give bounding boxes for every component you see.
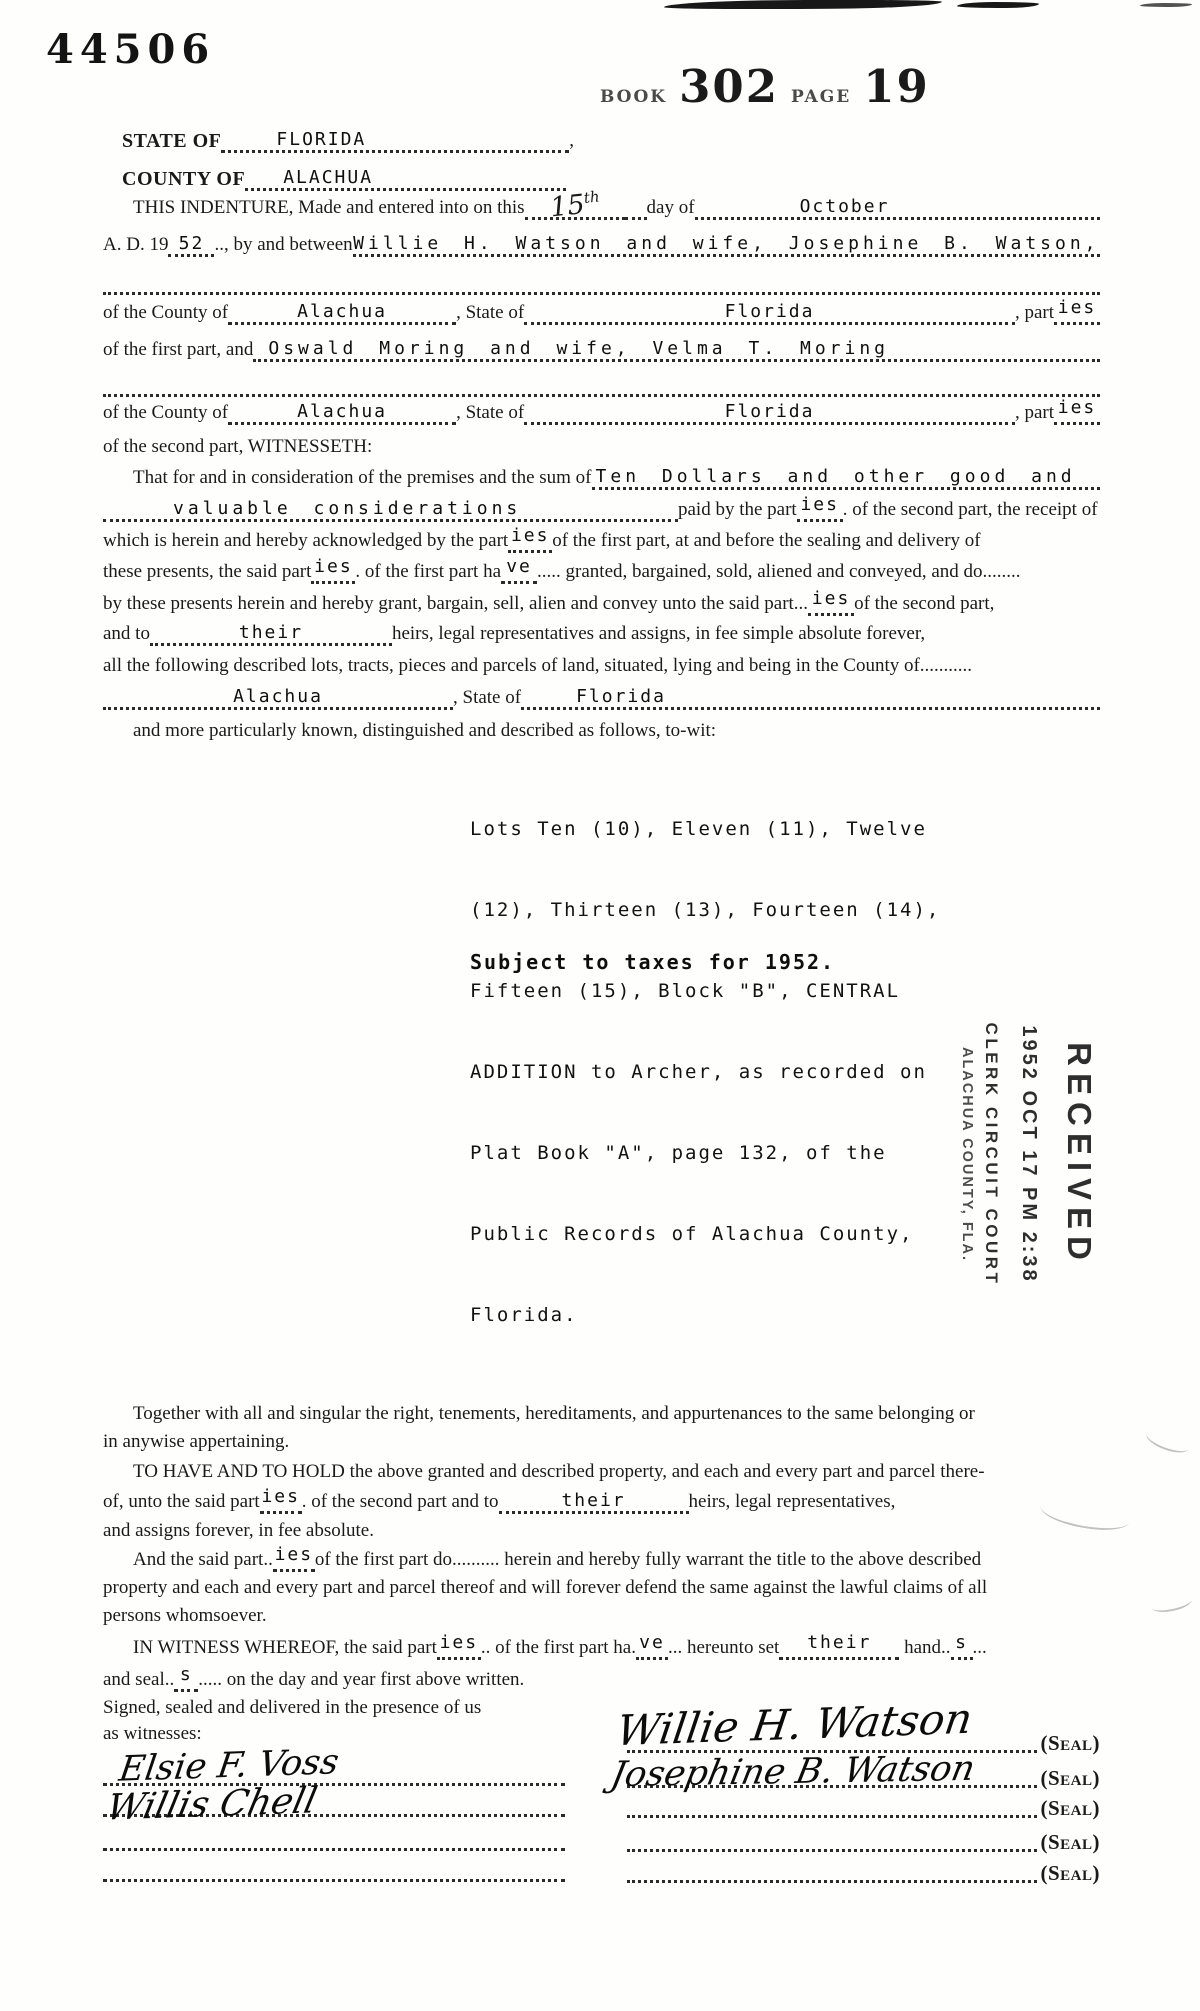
dotted-leader <box>103 383 1100 397</box>
day-value: 15 <box>548 189 586 224</box>
parties-first-line <box>103 233 1100 257</box>
ve-field <box>501 556 537 584</box>
second-part-their-heirs-line <box>103 1486 1100 1514</box>
typed-county: Alachua <box>297 301 387 322</box>
printed-text: day of <box>646 197 695 218</box>
their-field <box>150 622 392 646</box>
as-witnesses-line <box>103 1722 202 1746</box>
county-state-line-first-part <box>103 297 1100 325</box>
in-witness-whereof-line <box>133 1632 1100 1660</box>
ies-field <box>797 494 843 522</box>
typed-state: FLORIDA <box>276 129 367 150</box>
subject-to-taxes-line: Subject to taxes for 1952. <box>470 950 836 974</box>
typed-county: Alachua <box>233 686 323 707</box>
printed-text: of, unto the said part <box>103 1491 260 1512</box>
printed-text: And the said part.. <box>133 1549 273 1570</box>
dotted-signature-line <box>627 1797 1037 1818</box>
ies-field <box>437 1632 481 1660</box>
page-label: PAGE <box>791 87 852 107</box>
county-of-line <box>122 167 566 191</box>
together-with-line <box>133 1402 975 1426</box>
seals-line <box>103 1664 525 1692</box>
ve-field <box>636 1632 668 1660</box>
typed-state: Florida <box>724 301 815 322</box>
description-line: (12), Thirteen (13), Fourteen (14), <box>470 899 941 921</box>
printed-text: A. D. 19 <box>103 234 169 255</box>
book-label: BOOK <box>600 87 668 107</box>
signature-witness-second: Willis Chell <box>102 1780 321 1829</box>
ies-field <box>260 1486 302 1514</box>
typed-ies: ies <box>314 556 353 577</box>
signature-josephine-watson: Josephine B. Watson <box>607 1748 979 1796</box>
ies-field <box>273 1544 315 1572</box>
printed-text: ... <box>972 1637 987 1658</box>
grantee-names-line <box>103 338 1100 362</box>
heirs-line <box>103 622 1100 646</box>
description-line: Plat Book "A", page 132, of the <box>470 1142 887 1164</box>
typed-state: Florida <box>724 401 815 422</box>
printed-text: . of the second part, the receipt of <box>842 499 1098 520</box>
typed-ve: ve <box>639 1632 665 1653</box>
ies-field <box>311 556 355 584</box>
printed-text: of the first part, and <box>103 339 254 360</box>
printed-text: . of the second part and to <box>301 1491 499 1512</box>
county-field <box>103 686 453 710</box>
their-field <box>779 1632 899 1660</box>
county-of-label: COUNTY OF <box>122 168 246 190</box>
appertaining-line <box>103 1430 289 1454</box>
description-line: Public Records of Alachua County, <box>470 1223 914 1245</box>
typed-month: October <box>799 196 890 217</box>
printed-text: .., by and between <box>214 234 353 255</box>
typed-county: ALACHUA <box>283 167 374 188</box>
printed-text: in anywise appertaining. <box>103 1431 290 1452</box>
typed-ies: ies <box>1057 297 1097 318</box>
typed-year: 52 <box>178 233 205 254</box>
their-field <box>499 1490 689 1514</box>
typed-their: their <box>807 1632 872 1653</box>
to-have-and-to-hold-line <box>133 1460 985 1484</box>
ies-field <box>1054 397 1100 425</box>
seal-label: (Seal) <box>1040 1830 1100 1854</box>
printed-text: and more particularly known, distinguished and described as follows, to-wit: <box>133 720 717 741</box>
typed-ies: ies <box>439 1632 479 1653</box>
indenture-opening-line <box>133 187 1100 224</box>
blank-dotted-line <box>103 281 1100 295</box>
typed-state: Florida <box>576 686 666 707</box>
printed-text: of the first part, at and before the sealing and delivery of <box>552 530 981 551</box>
description-line: Florida. <box>470 1304 578 1326</box>
witness-signature-line-4 <box>103 1861 565 1882</box>
ies-field <box>508 525 552 553</box>
printed-text: , State of <box>456 302 525 323</box>
dotted-signature-line <box>627 1862 1037 1883</box>
printed-text: ... hereunto set <box>667 1637 780 1658</box>
consideration-field <box>592 466 1100 490</box>
seal-signature-line-3 <box>627 1797 1100 1818</box>
received-stamp-datetime: 1952 OCT 17 PM 2:38 <box>1018 1025 1040 1284</box>
printed-text: property and each and every part and parcel thereof and will forever defend the same against the lawful claims of all <box>103 1577 988 1598</box>
typed-s: s <box>955 1632 968 1653</box>
county-state-line-second-part <box>103 397 1100 425</box>
acknowledgment-line <box>103 525 1100 553</box>
printed-text: of the second part, WITNESSETH: <box>103 436 373 457</box>
printed-comma: , <box>569 130 574 151</box>
state-field <box>521 686 1100 710</box>
grantee-names-field <box>253 338 1100 362</box>
fee-absolute-line <box>103 1519 374 1543</box>
description-line: Fifteen (15), Block "B", CENTRAL <box>470 980 901 1002</box>
consideration-field-2 <box>103 498 678 522</box>
typed-ve: ve <box>506 556 532 577</box>
typed-s: s <box>179 1664 193 1685</box>
printed-text: . of the first part ha <box>355 561 502 582</box>
printed-text: and seal.. <box>103 1669 175 1690</box>
blank-dotted-line <box>103 383 1100 397</box>
persons-whomsoever-line <box>103 1604 267 1628</box>
pencil-smudge <box>1151 1593 1193 1615</box>
received-stamp-county: ALACHUA COUNTY, FLA. <box>959 1046 975 1263</box>
printed-text: heirs, legal representatives and assigns, in fee simple absolute forever, <box>391 623 926 644</box>
seal-signature-line-4 <box>627 1831 1100 1852</box>
printed-text: ..... on the day and year first above written. <box>198 1669 525 1690</box>
witness-signature-line-3 <box>103 1830 565 1851</box>
printed-text: Together with all and singular the right, tenements, hereditaments, and appurtenances to the same belonging or <box>133 1403 975 1424</box>
signature-witness-elsie-voss: Elsie F. Voss <box>116 1742 342 1790</box>
seal-label: (Seal) <box>1040 1766 1100 1790</box>
printed-text: , State of <box>453 687 522 708</box>
county-field <box>228 301 456 325</box>
granted-bargained-line <box>103 556 1100 584</box>
typed-ies: ies <box>274 1544 314 1565</box>
printed-text: which is herein and hereby acknowledged by the part <box>103 530 509 551</box>
printed-text: by these presents herein and hereby grant, bargain, sell, alien and convey unto the said part... <box>103 593 809 614</box>
printed-text: ..... granted, bargained, sold, aliened and conveyed, and do........ <box>537 561 1021 582</box>
dotted-signature-line <box>627 1831 1037 1852</box>
typed-ies: ies <box>510 525 550 546</box>
typed-ies: ies <box>1057 397 1097 418</box>
printed-text: .. of the first part ha. <box>480 1637 636 1658</box>
received-stamp-clerk: CLERK CIRCUIT COURT <box>982 1022 1001 1287</box>
printed-text: these presents, the said part <box>103 561 312 582</box>
typed-grantee-names: Oswald Moring and wife, Velma T. Moring <box>268 338 890 359</box>
printed-text: all the following described lots, tracts, pieces and parcels of land, situated, lying and being in the County of........... <box>103 655 973 676</box>
seal-label: (Seal) <box>1040 1796 1100 1820</box>
scan-smudge-bar <box>664 0 942 10</box>
county-of-field <box>245 167 566 191</box>
state-of-field <box>221 129 569 153</box>
state-field <box>524 401 1015 425</box>
printed-text: THIS INDENTURE, Made and entered into on this <box>133 197 525 218</box>
consideration-continued-line <box>103 494 1100 522</box>
legal-description-block <box>470 762 940 1383</box>
ies-field <box>808 588 854 616</box>
seal-label: (Seal) <box>1040 1731 1100 1755</box>
typed-their: their <box>238 622 304 643</box>
to-wit-line <box>133 719 716 743</box>
grantor-names-field <box>353 233 1100 257</box>
state-of-line <box>122 129 574 153</box>
dotted-signature-line <box>103 1861 565 1882</box>
seal-label: (Seal) <box>1040 1861 1100 1885</box>
signed-sealed-delivered-line <box>103 1696 481 1720</box>
printed-text: paid by the part <box>678 499 797 520</box>
typed-their: their <box>561 1490 626 1511</box>
document-number-stamp: 44506 <box>46 26 216 73</box>
state-of-label: STATE OF <box>122 130 222 152</box>
day-suffix: th <box>582 187 600 207</box>
printed-text: , part <box>1014 402 1054 423</box>
seal-signature-line-5 <box>627 1862 1100 1883</box>
ies-field <box>1054 297 1100 325</box>
book-page-stamp <box>600 60 930 113</box>
described-lots-line <box>103 654 972 678</box>
printed-text: That for and in consideration of the premises and the sum of <box>133 467 592 488</box>
typed-ies: ies <box>811 588 851 609</box>
typed-ies: ies <box>261 1486 300 1507</box>
printed-text: heirs, legal representatives, <box>688 1491 896 1512</box>
s-field <box>951 1632 973 1660</box>
printed-text: Signed, sealed and delivered in the presence of us <box>103 1697 482 1718</box>
signature-willie-watson: Willie H. Watson <box>613 1693 976 1756</box>
printed-text: of the first part do.......... herein and hereby fully warrant the title to the above described <box>314 1549 982 1570</box>
month-field <box>695 196 1100 220</box>
typed-ies: ies <box>800 494 839 515</box>
county-state-line-property <box>103 686 1100 710</box>
handwritten-day <box>548 183 601 222</box>
pencil-smudge <box>1143 1425 1191 1457</box>
consideration-line <box>133 466 1100 490</box>
year-field <box>168 233 214 257</box>
printed-text: persons whomsoever. <box>103 1605 267 1626</box>
printed-text: and assigns forever, in fee absolute. <box>103 1520 374 1541</box>
grant-bargain-sell-line <box>103 588 1100 616</box>
day-field <box>525 187 625 224</box>
printed-text: IN WITNESS WHEREOF, the said part <box>133 1637 437 1658</box>
received-stamp-title: RECEIVED <box>1061 1042 1098 1267</box>
page-number: 19 <box>863 60 930 113</box>
printed-text: of the County of <box>103 402 229 423</box>
warrant-title-line <box>133 1544 1100 1572</box>
received-stamp <box>913 1007 1098 1302</box>
county-field <box>228 401 456 425</box>
printed-text: as witnesses: <box>103 1723 202 1744</box>
typed-consideration: Ten Dollars and other good and <box>595 466 1076 487</box>
dotted-leader <box>625 196 647 220</box>
printed-text: of the County of <box>103 302 229 323</box>
typed-consideration-2: valuable considerations <box>173 498 522 519</box>
printed-text: of the second part, <box>854 593 995 614</box>
scan-smudge-bar <box>1140 3 1192 7</box>
witnesseth-line <box>103 435 372 459</box>
defend-claims-line <box>103 1576 987 1600</box>
scan-smudge-bar <box>957 2 1039 8</box>
description-line: Lots Ten (10), Eleven (11), Twelve <box>470 818 927 840</box>
printed-text: and to <box>103 623 150 644</box>
dotted-signature-line <box>103 1830 565 1851</box>
printed-text: , State of <box>456 402 525 423</box>
printed-text: , part <box>1014 302 1054 323</box>
state-field <box>524 301 1015 325</box>
s-field <box>174 1664 198 1692</box>
description-line: ADDITION to Archer, as recorded on <box>470 1061 927 1083</box>
printed-text: TO HAVE AND TO HOLD the above granted and described property, and each and every part and parcel there- <box>133 1461 985 1482</box>
printed-text: hand.. <box>899 1637 951 1658</box>
book-number: 302 <box>679 60 780 113</box>
dotted-leader <box>103 281 1100 295</box>
typed-grantor-names: Willie H. Watson and wife, Josephine B. Watson, <box>353 233 1100 254</box>
typed-county: Alachua <box>297 401 387 422</box>
